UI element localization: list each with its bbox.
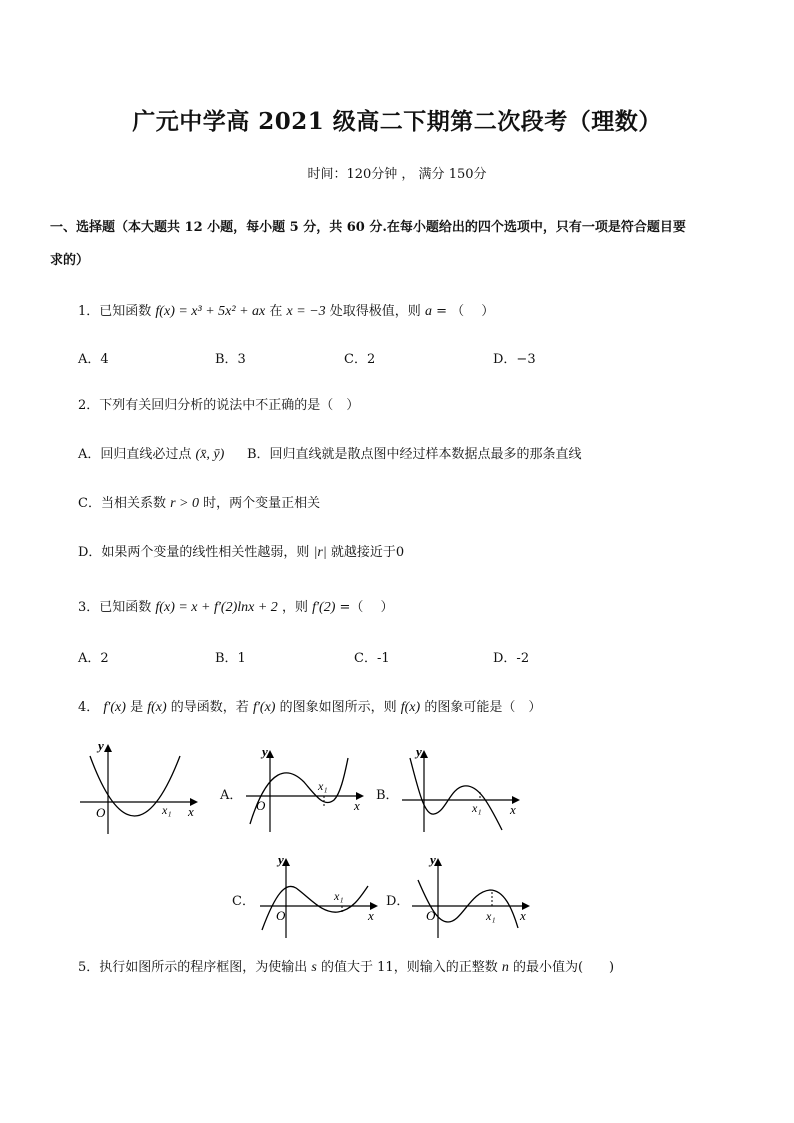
q3-function: f(x) = x + f′(2)lnx + 2: [155, 600, 278, 615]
q2-option-a[interactable]: [78, 443, 224, 463]
q2-option-a-point: (x̄, ȳ): [195, 447, 225, 462]
q4-option-c-label[interactable]: C．: [232, 894, 255, 909]
x1-label: x₁: [318, 779, 328, 793]
q1-end: = （ ）: [436, 304, 495, 319]
q3-prefix: 3．已知函数: [78, 600, 152, 615]
page-title: 广元中学高 2021 级高二下期第二次段考（理数）: [132, 108, 662, 135]
q5-s: s: [311, 960, 317, 975]
q4-option-b-graph[interactable]: [398, 744, 528, 836]
q4-option-d-graph[interactable]: [408, 852, 538, 942]
q4-option-d-label[interactable]: D．: [386, 894, 410, 909]
q1-function: f(x) = x³ + 5x² + ax: [155, 304, 266, 319]
section-heading-line1: 一、选择题（本大题共 12 小题，每小题 5 分，共 60 分.在每小题给出的四个选项中，只有一项是符合题目要: [50, 220, 686, 235]
y-axis-arrow: [104, 744, 112, 752]
q2-option-c-post: 时，两个变量正相关: [203, 496, 321, 511]
question-1: [78, 300, 494, 320]
question-3: [78, 596, 394, 616]
q3-end: =（ ）: [339, 600, 394, 615]
x-label: x: [510, 802, 516, 817]
origin-label: O: [256, 798, 266, 813]
q3-option-a[interactable]: A．2: [78, 651, 109, 666]
q1-condition: x = −3: [286, 304, 326, 319]
exam-time-info: 时间：120分钟 ， 满分 150分: [307, 167, 487, 182]
q5-post: 的最小值为( ): [512, 960, 615, 975]
q4-p1: 4．: [78, 700, 100, 715]
q3-option-b[interactable]: B．1: [215, 651, 246, 666]
origin-label: O: [276, 908, 286, 923]
q2-option-d-pre: D．如果两个变量的线性相关性越弱，则: [78, 545, 310, 560]
x-label: x: [188, 804, 194, 819]
q1-mid: 在: [269, 304, 283, 319]
x1-label: x₁: [162, 803, 172, 817]
y-label: y: [98, 738, 104, 753]
q4-derivative-graph: [76, 738, 206, 838]
q1-prefix: 1．已知函数: [78, 304, 152, 319]
q3-option-d[interactable]: D．-2: [493, 651, 530, 666]
q2-option-d-math: |r|: [313, 545, 327, 560]
q2-option-c-pre: C．当相关系数: [78, 496, 166, 511]
q4-option-b-label[interactable]: B．: [376, 788, 399, 803]
q4-fprime-2: f′(x): [252, 700, 276, 715]
q1-option-b[interactable]: B．3: [215, 352, 246, 367]
q1-option-d[interactable]: D．−3: [493, 352, 536, 367]
q2-option-c[interactable]: [78, 492, 320, 512]
q2-option-b[interactable]: B．回归直线就是散点图中经过样本数据点最多的那条直线: [247, 447, 582, 462]
q4-f-2: f(x): [400, 700, 421, 715]
origin-label: O: [96, 805, 106, 820]
q4-p4: 的图象如图所示，则: [279, 700, 397, 715]
x-label: x: [520, 908, 526, 923]
q1-option-a[interactable]: A．4: [78, 352, 109, 367]
x-label: x: [368, 908, 374, 923]
question-5: [78, 956, 614, 976]
y-label: y: [430, 852, 436, 867]
q3-mid: ，则: [281, 600, 308, 615]
q5-n: n: [501, 960, 509, 975]
q4-p5: 的图象可能是（ ）: [424, 700, 542, 715]
q3-ask: f′(2): [312, 600, 336, 615]
q4-f-1: f(x): [147, 700, 167, 715]
q4-option-a-graph[interactable]: [242, 744, 372, 836]
q1-variable: a: [424, 304, 432, 319]
y-label: y: [416, 744, 422, 759]
q2-option-c-math: r > 0: [170, 496, 199, 511]
curve: [250, 758, 348, 824]
q2-option-d[interactable]: [78, 541, 404, 561]
q4-p2: 是: [130, 700, 144, 715]
section-heading-line2: 求的）: [50, 253, 90, 268]
q4-fprime-1: f′(x): [103, 700, 126, 715]
x1-label: x₁: [334, 889, 344, 903]
question-2: 2．下列有关回归分析的说法中不正确的是（ ）: [78, 398, 360, 413]
q1-suffix: 处取得极值，则: [329, 304, 421, 319]
q3-option-c[interactable]: C．-1: [354, 651, 390, 666]
question-4: [78, 696, 541, 716]
y-label: y: [278, 852, 284, 867]
q1-option-c[interactable]: C．2: [344, 352, 376, 367]
q4-option-c-graph[interactable]: [256, 852, 386, 942]
x1-label: x₁: [486, 909, 496, 923]
q5-mid: 的值大于 11，则输入的正整数: [321, 960, 498, 975]
q5-pre: 5．执行如图所示的程序框图，为使输出: [78, 960, 308, 975]
q4-option-a-label[interactable]: A．: [220, 788, 243, 803]
q4-p3: 的导函数，若: [170, 700, 249, 715]
x-label: x: [354, 798, 360, 813]
q2-option-d-post: 就越接近于0: [330, 545, 405, 560]
x1-label: x₁: [472, 801, 482, 815]
y-label: y: [262, 744, 268, 759]
origin-label: O: [426, 908, 436, 923]
q2-option-a-text: A．回归直线必过点: [78, 447, 192, 462]
